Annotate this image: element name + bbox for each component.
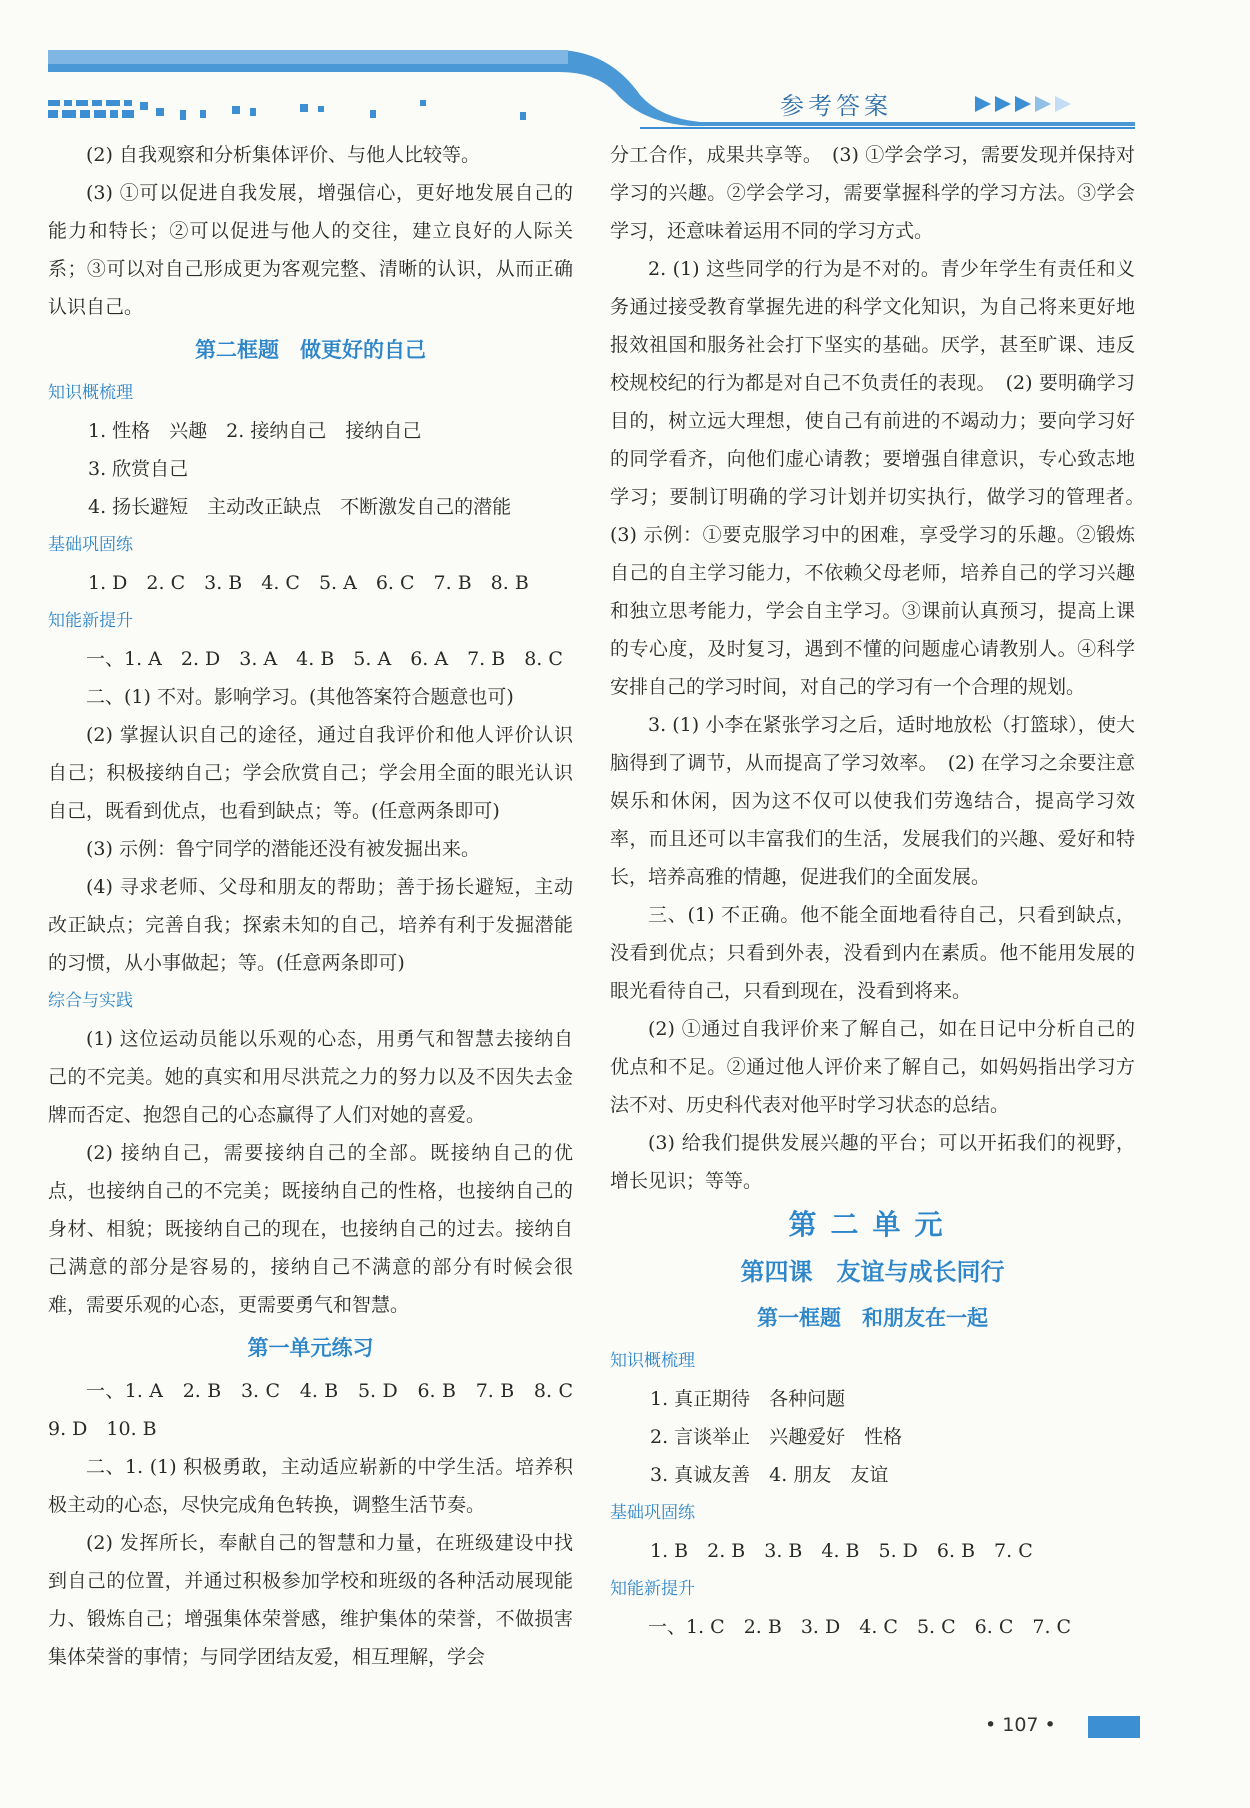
answer-paragraph: (2) 自我观察和分析集体评价、与他人比较等。 bbox=[86, 144, 480, 166]
header-title: 参考答案 bbox=[780, 92, 892, 120]
header-band bbox=[0, 0, 1250, 140]
answer-paragraph: 4. 扬长避短 主动改正缺点 不断激发自己的潜能 bbox=[88, 496, 512, 518]
section-label: 知能新提升 bbox=[610, 1579, 695, 1599]
section-label: 知能新提升 bbox=[48, 611, 133, 631]
answer-paragraph: 一、1. C 2. B 3. D 4. C 5. C 6. C 7. C bbox=[648, 1616, 1072, 1638]
page-header bbox=[0, 0, 1250, 140]
right-column bbox=[610, 136, 1155, 1646]
answer-paragraph: (3) 给我们提供发展兴趣的平台；可以开拓我们的视野，增长见识；等等。 bbox=[610, 1132, 1135, 1192]
page-number-bar bbox=[1088, 1716, 1140, 1738]
answer-paragraph: (4) 寻求老师、父母和朋友的帮助；善于扬长避短，主动改正缺点；完善自我；探索未知的自己，培养有利于发掘潜能的习惯，从小事做起；等。(任意两条即可) bbox=[48, 876, 573, 974]
section-label: 综合与实践 bbox=[48, 991, 133, 1011]
answer-paragraph: 1. 性格 兴趣 2. 接纳自己 接纳自己 bbox=[88, 420, 422, 442]
unit-heading: 第二单元 bbox=[788, 1208, 957, 1241]
section-label: 基础巩固练 bbox=[610, 1503, 695, 1523]
left-column bbox=[48, 136, 593, 1676]
answer-paragraph: (2) 发挥所长，奉献自己的智慧和力量，在班级建设中找到自己的位置，并通过积极参加学校和班级的各种活动展现能力、锻炼自己；增强集体荣誉感，维护集体的荣誉，不做损害集体荣誉的事情；与同学团结友爱，相互理解，学会 bbox=[48, 1532, 573, 1668]
answer-paragraph: 1. B 2. B 3. B 4. B 5. D 6. B 7. C bbox=[650, 1540, 1033, 1562]
page-number: • 107 • bbox=[985, 1714, 1056, 1736]
answer-paragraph: 一、1. A 2. D 3. A 4. B 5. A 6. A 7. B 8. C bbox=[86, 648, 563, 670]
answer-paragraph: (3) 示例：鲁宁同学的潜能还没有被发掘出来。 bbox=[86, 838, 480, 860]
page-number-value: 107 bbox=[1002, 1714, 1039, 1736]
subsection-heading: 第二框题 做更好的自己 bbox=[195, 337, 426, 362]
answer-paragraph: (2) 掌握认识自己的途径，通过自我评价和他人评价认识自己；积极接纳自己；学会欣赏自己；学会用全面的眼光认识自己，既看到优点，也看到缺点；等。(任意两条即可) bbox=[48, 724, 573, 822]
answer-paragraph: 1. D 2. C 3. B 4. C 5. A 6. C 7. B 8. B bbox=[88, 572, 529, 594]
answer-paragraph: 二、1. (1) 积极勇敢，主动适应崭新的中学生活。培养积极主动的心态，尽快完成角色转换，调整生活节奏。 bbox=[48, 1456, 573, 1516]
answer-paragraph: 3. (1) 小李在紧张学习之后，适时地放松（打篮球），使大脑得到了调节，从而提高了学习效率。 (2) 在学习之余要注意娱乐和休闲，因为这不仅可以使我们劳逸结合，提高学习效率，而且还可以丰富我们的生活，发展我们的兴趣、爱好和特长，培养高雅的情趣，促进我们的全面发展。 bbox=[610, 714, 1135, 888]
lesson-heading: 第四课 友谊与成长同行 bbox=[740, 1257, 1005, 1286]
answer-paragraph: (1) 这位运动员能以乐观的心态，用勇气和智慧去接纳自己的不完美。她的真实和用尽洪荒之力的努力以及不因失去金牌而否定、抱怨自己的心态赢得了人们对她的喜爱。 bbox=[48, 1028, 573, 1126]
answer-paragraph: (2) ①通过自我评价来了解自己，如在日记中分析自己的优点和不足。②通过他人评价来了解自己，如妈妈指出学习方法不对、历史科代表对他平时学习状态的总结。 bbox=[610, 1018, 1135, 1116]
answer-paragraph: 分工合作，成果共享等。 (3) ①学会学习，需要发现并保持对学习的兴趣。②学会学习，需要掌握科学的学习方法。③学会学习，还意味着运用不同的学习方式。 bbox=[610, 144, 1135, 242]
subsection-heading: 第一框题 和朋友在一起 bbox=[757, 1305, 988, 1330]
answer-paragraph: (3) ①可以促进自我发展，增强信心，更好地发展自己的能力和特长；②可以促进与他人的交往，建立良好的人际关系；③可以对自己形成更为客观完整、清晰的认识，从而正确认识自己。 bbox=[48, 182, 573, 318]
answer-paragraph: 三、(1) 不正确。他不能全面地看待自己，只看到缺点，没看到优点；只看到外表，没看到内在素质。他不能用发展的眼光看待自己，只看到现在，没看到将来。 bbox=[610, 904, 1135, 1002]
answer-paragraph: 二、(1) 不对。影响学习。(其他答案符合题意也可) bbox=[86, 686, 514, 708]
section-label: 知识概梳理 bbox=[610, 1351, 695, 1371]
subsection-heading: 第一单元练习 bbox=[247, 1335, 374, 1360]
answer-paragraph: (2) 接纳自己，需要接纳自己的全部。既接纳自己的优点，也接纳自己的不完美；既接纳自己的性格，也接纳自己的身材、相貌；既接纳自己的现在，也接纳自己的过去。接纳自己满意的部分是容易的，接纳自己不满意的部分有时候会很难，需要乐观的心态，更需要勇气和智慧。 bbox=[48, 1142, 573, 1316]
answer-paragraph: 2. (1) 这些同学的行为是不对的。青少年学生有责任和义务通过接受教育掌握先进的科学文化知识，为自己将来更好地报效祖国和服务社会打下坚实的基础。厌学，甚至旷课、违反校规校纪的行为都是对自己不负责任的表现。 (2) 要明确学习目的，树立远大理想，使自己有前进的不竭动力；要向学习好的同学看齐，向他们虚心请教；要增强自律意识，专心致志地学习；要制订明确的学习计划并切实执行，做学习的管理者。 (3) 示例：①要克服学习中的困难，享受学习的乐趣。②锻炼自己的自主学习能力，不依赖父母老师，培养自己的学习兴趣和独立思考能力，学会自主学习。③课前认真预习，提高上课的专心度，及时复习，遇到不懂的问题虚心请教别人。④科学安排自己的学习时间，对自己的学习有一个合理的规划。 bbox=[610, 258, 1155, 698]
answer-paragraph: 3. 欣赏自己 bbox=[88, 458, 189, 480]
answer-paragraph: 3. 真诚友善 4. 朋友 友谊 bbox=[650, 1464, 889, 1486]
answer-paragraph: 一、1. A 2. B 3. C 4. B 5. D 6. B 7. B 8. C 9. D 10. B bbox=[48, 1380, 593, 1440]
answer-paragraph: 1. 真正期待 各种问题 bbox=[650, 1388, 846, 1410]
answer-paragraph: 2. 言谈举止 兴趣爱好 性格 bbox=[650, 1426, 903, 1448]
section-label: 基础巩固练 bbox=[48, 535, 133, 555]
section-label: 知识概梳理 bbox=[48, 383, 133, 403]
